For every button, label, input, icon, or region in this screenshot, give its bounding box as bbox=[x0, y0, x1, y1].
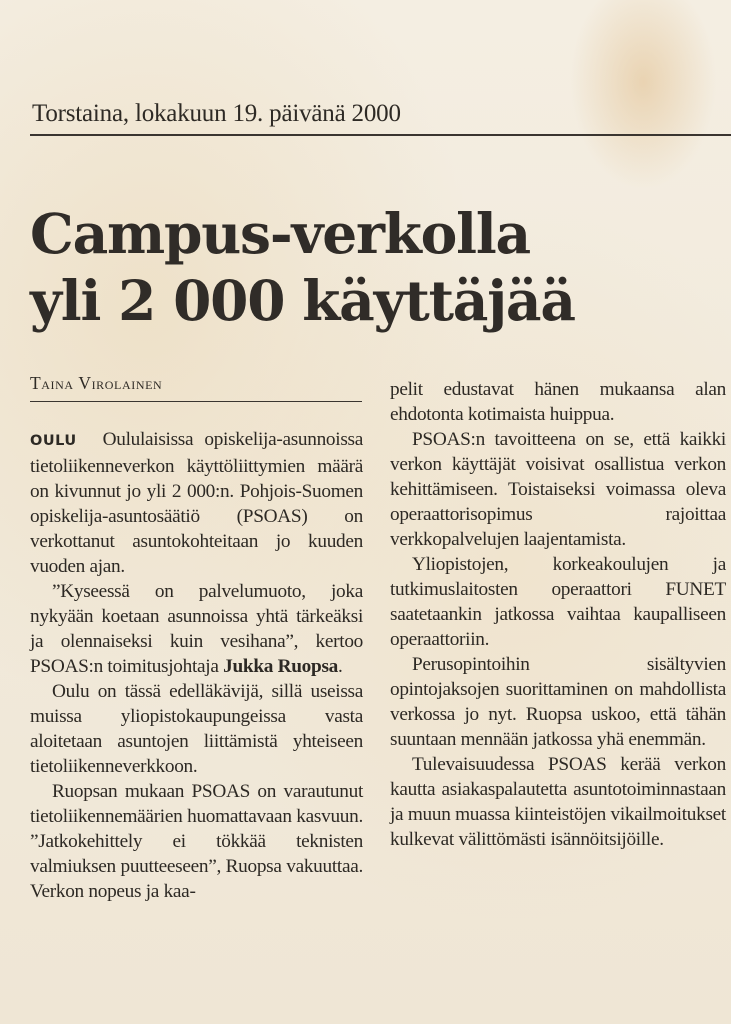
paragraph-1-text: Oululaisissa opiskelija-asunnoissa tietoliikenneverkon käyttöliittymien määrä on kivunnut jo yli 2 000:n. Pohjois-Suomen opiskelija-asuntosäätiö (PSOAS) on verkottanut asuntokohteitaan jo kuuden vuoden ajan. bbox=[30, 429, 363, 577]
paragraph-6: PSOAS:n tavoitteena on se, että kaikki verkon käyttäjät voisivat osallistua verkon kehittämiseen. Toistaiseksi voimassa oleva operaattorisopimus rajoittaa verkkopalvelujen laajentamista. bbox=[390, 429, 726, 550]
paragraph-1 bbox=[30, 427, 363, 579]
headline-line-1: Campus-verkolla bbox=[30, 201, 530, 266]
person-name: Jukka Ruopsa bbox=[223, 656, 338, 677]
paragraph-9: Tulevaisuudessa PSOAS kerää verkon kautta asiakaspalautetta asuntotoiminnastaan ja muun muassa kiinteistöjen vikailmoitukset kulkevat välittömästi isännöitsijöille. bbox=[390, 754, 726, 850]
paragraph-2-text: ”Kyseessä on palvelumuoto, joka nykyään koetaan asunnoissa yhtä tärkeäksi ja olennaiseksi kuin vesihana”, kertoo PSOAS:n toimitusjohtaja bbox=[30, 581, 363, 677]
byline-rule bbox=[30, 401, 362, 402]
paragraph-3: Oulu on tässä edelläkävijä, sillä useissa muissa yliopistokaupungeissa vasta aloitetaan asuntojen liittämistä yhteiseen tietoliikenneverkkoon. bbox=[30, 681, 363, 777]
article-column-1 bbox=[30, 427, 363, 904]
headline-line-2: yli 2 000 käyttäjää bbox=[30, 268, 575, 333]
byline bbox=[30, 373, 362, 394]
paragraph-5: pelit edustavat hänen mukaansa alan ehdotonta kotimaista huippua. bbox=[390, 379, 726, 425]
paragraph-2: ”Kyseessä on palvelumuoto, joka nykyään koetaan asunnoissa yhtä tärkeäksi ja olennaiseksi kuin vesihana”, kertoo PSOAS:n toimitusjohtaja Jukka Ruopsa. bbox=[30, 581, 363, 677]
byline-author: Taina Virolainen bbox=[30, 373, 163, 393]
place-name: OULU bbox=[30, 433, 77, 449]
dateline: Torstaina, lokakuun 19. päivänä 2000 bbox=[32, 100, 401, 127]
paragraph-8: Perusopintoihin sisältyvien opintojaksojen suorittaminen on mahdollista verkossa jo nyt. Ruopsa uskoo, että tähän suuntaan mennään jatkossa yhä enemmän. bbox=[390, 654, 726, 750]
paragraph-7: Yliopistojen, korkeakoulujen ja tutkimuslaitosten operaattori FUNET saatetaankin jatkossa vaihtaa kaupalliseen operaattoriin. bbox=[390, 554, 726, 650]
headline bbox=[30, 200, 575, 334]
dateline-rule bbox=[30, 134, 731, 136]
paragraph-4: Ruopsan mukaan PSOAS on varautunut tietoliikennemäärien huomattavaan kasvuun. ”Jatkokehittely ei tökkää teknisten valmiuksen puutteeseen”, Ruopsa vakuuttaa. Verkon nopeus ja kaa- bbox=[30, 781, 363, 902]
article-column-2 bbox=[390, 377, 726, 852]
